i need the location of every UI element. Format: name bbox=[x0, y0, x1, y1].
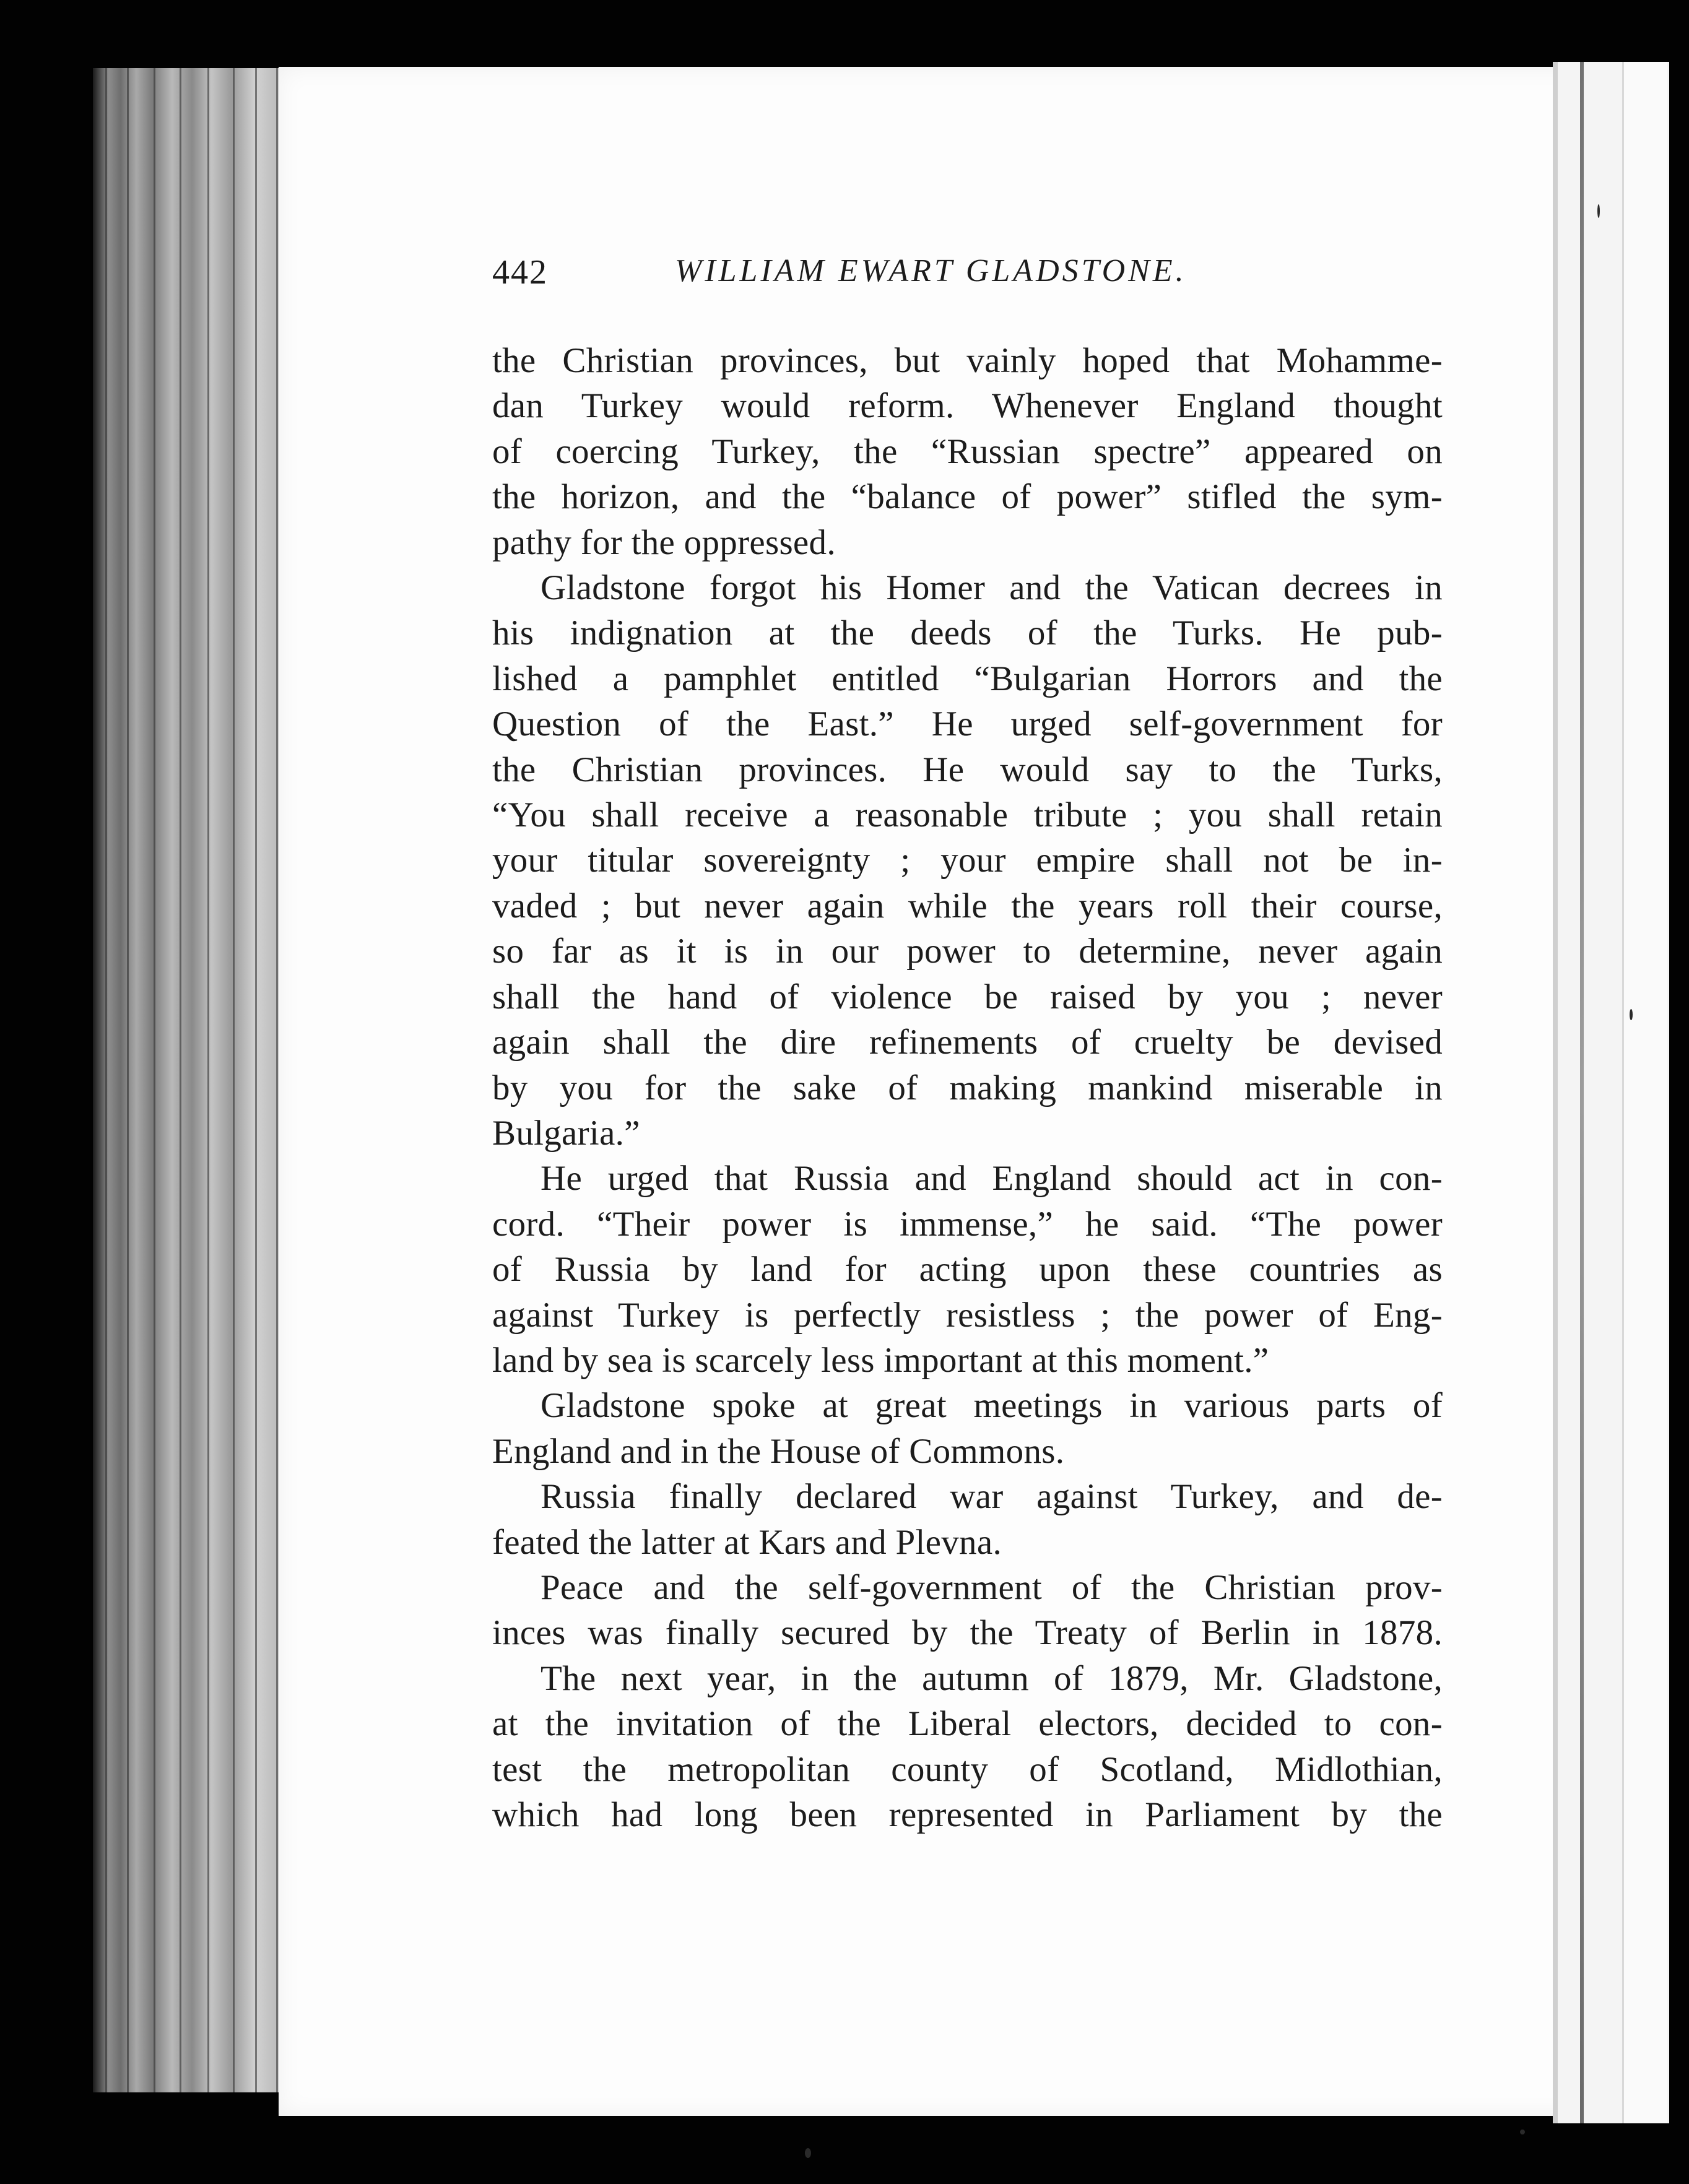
scan-speck bbox=[1630, 1009, 1633, 1020]
text-line: Gladstone forgot his Homer and the Vatican decrees in bbox=[541, 568, 1443, 608]
leaf-edge-line bbox=[154, 68, 155, 2092]
text-line: against Turkey is perfectly resistless ; the power of Eng- bbox=[492, 1295, 1443, 1335]
running-head: WILLIAM EWART GLADSTONE. bbox=[675, 253, 1187, 288]
scan-speck bbox=[805, 2148, 811, 2158]
text-line: so far as it is in our power to determine, never again bbox=[492, 932, 1443, 971]
text-line: Russia finally declared war against Turkey, and de- bbox=[541, 1477, 1443, 1517]
text-line: inces was finally secured by the Treaty of Berlin in 1878. bbox=[492, 1613, 1443, 1653]
text-line: dan Turkey would reform. Whenever England thought bbox=[492, 386, 1443, 426]
leaf-edge-line bbox=[105, 68, 107, 2092]
leaf-edge-line bbox=[233, 68, 235, 2092]
leaf-edge-line bbox=[276, 68, 278, 2092]
text-line: by you for the sake of making mankind miserable in bbox=[492, 1068, 1443, 1107]
text-line: which had long been represented in Parliament by the bbox=[492, 1795, 1443, 1834]
text-line: your titular sovereignty ; your empire shall not be in- bbox=[492, 841, 1443, 880]
text-line: at the invitation of the Liberal electors, decided to con- bbox=[492, 1704, 1443, 1744]
text-line: his indignation at the deeds of the Turks. He pub- bbox=[492, 613, 1443, 653]
text-line: of coercing Turkey, the “Russian spectre” appeared on bbox=[492, 431, 1443, 471]
text-line: the horizon, and the “balance of power” stifled the sym- bbox=[492, 477, 1443, 517]
scan-speck bbox=[1597, 204, 1600, 218]
page-number: 442 bbox=[492, 253, 548, 292]
text-line: Bulgaria.” bbox=[492, 1113, 640, 1153]
text-line: test the metropolitan county of Scotland, Midlothian, bbox=[492, 1749, 1443, 1789]
scan-speck bbox=[1520, 2130, 1525, 2134]
text-line: The next year, in the autumn of 1879, Mr. Gladstone, bbox=[541, 1658, 1443, 1698]
gutter-shadow bbox=[1580, 62, 1584, 2123]
text-line: “You shall receive a reasonable tribute ; you shall retain bbox=[492, 795, 1443, 835]
text-line: of Russia by land for acting upon these countries as bbox=[492, 1250, 1443, 1289]
text-line: Peace and the self-government of the Christian prov- bbox=[541, 1567, 1443, 1607]
printed-text bbox=[492, 253, 1443, 1837]
leaf-edge-line bbox=[180, 68, 181, 2092]
leaf-edge-line bbox=[207, 68, 209, 2092]
text-line: again shall the dire refinements of cruelty be devised bbox=[492, 1023, 1443, 1062]
text-line: cord. “Their power is immense,” he said. “The power bbox=[492, 1204, 1443, 1244]
text-line: England and in the House of Commons. bbox=[492, 1431, 1065, 1471]
text-line: pathy for the oppressed. bbox=[492, 522, 836, 562]
right-page-edge bbox=[1622, 62, 1667, 2123]
page-edges bbox=[93, 68, 291, 2092]
text-line: vaded ; but never again while the years roll their course, bbox=[492, 886, 1443, 925]
text-line: Question of the East.” He urged self-government for bbox=[492, 704, 1443, 744]
text-line: feated the latter at Kars and Plevna. bbox=[492, 1522, 1002, 1562]
body-text bbox=[492, 338, 1443, 1837]
text-line: He urged that Russia and England should act in con- bbox=[541, 1159, 1443, 1198]
text-line: the Christian provinces. He would say to the Turks, bbox=[492, 750, 1443, 789]
page-header bbox=[492, 253, 1443, 302]
text-line: Gladstone spoke at great meetings in various parts of bbox=[541, 1386, 1443, 1426]
text-line: land by sea is scarcely less important at this moment.” bbox=[492, 1340, 1269, 1380]
text-line: the Christian provinces, but vainly hoped that Mohamme- bbox=[492, 341, 1443, 380]
leaf-edge-line bbox=[255, 68, 257, 2092]
text-line: shall the hand of violence be raised by you ; never bbox=[492, 977, 1443, 1016]
leaf-edge-line bbox=[127, 68, 129, 2092]
text-line: lished a pamphlet entitled “Bulgarian Horrors and the bbox=[492, 659, 1443, 698]
